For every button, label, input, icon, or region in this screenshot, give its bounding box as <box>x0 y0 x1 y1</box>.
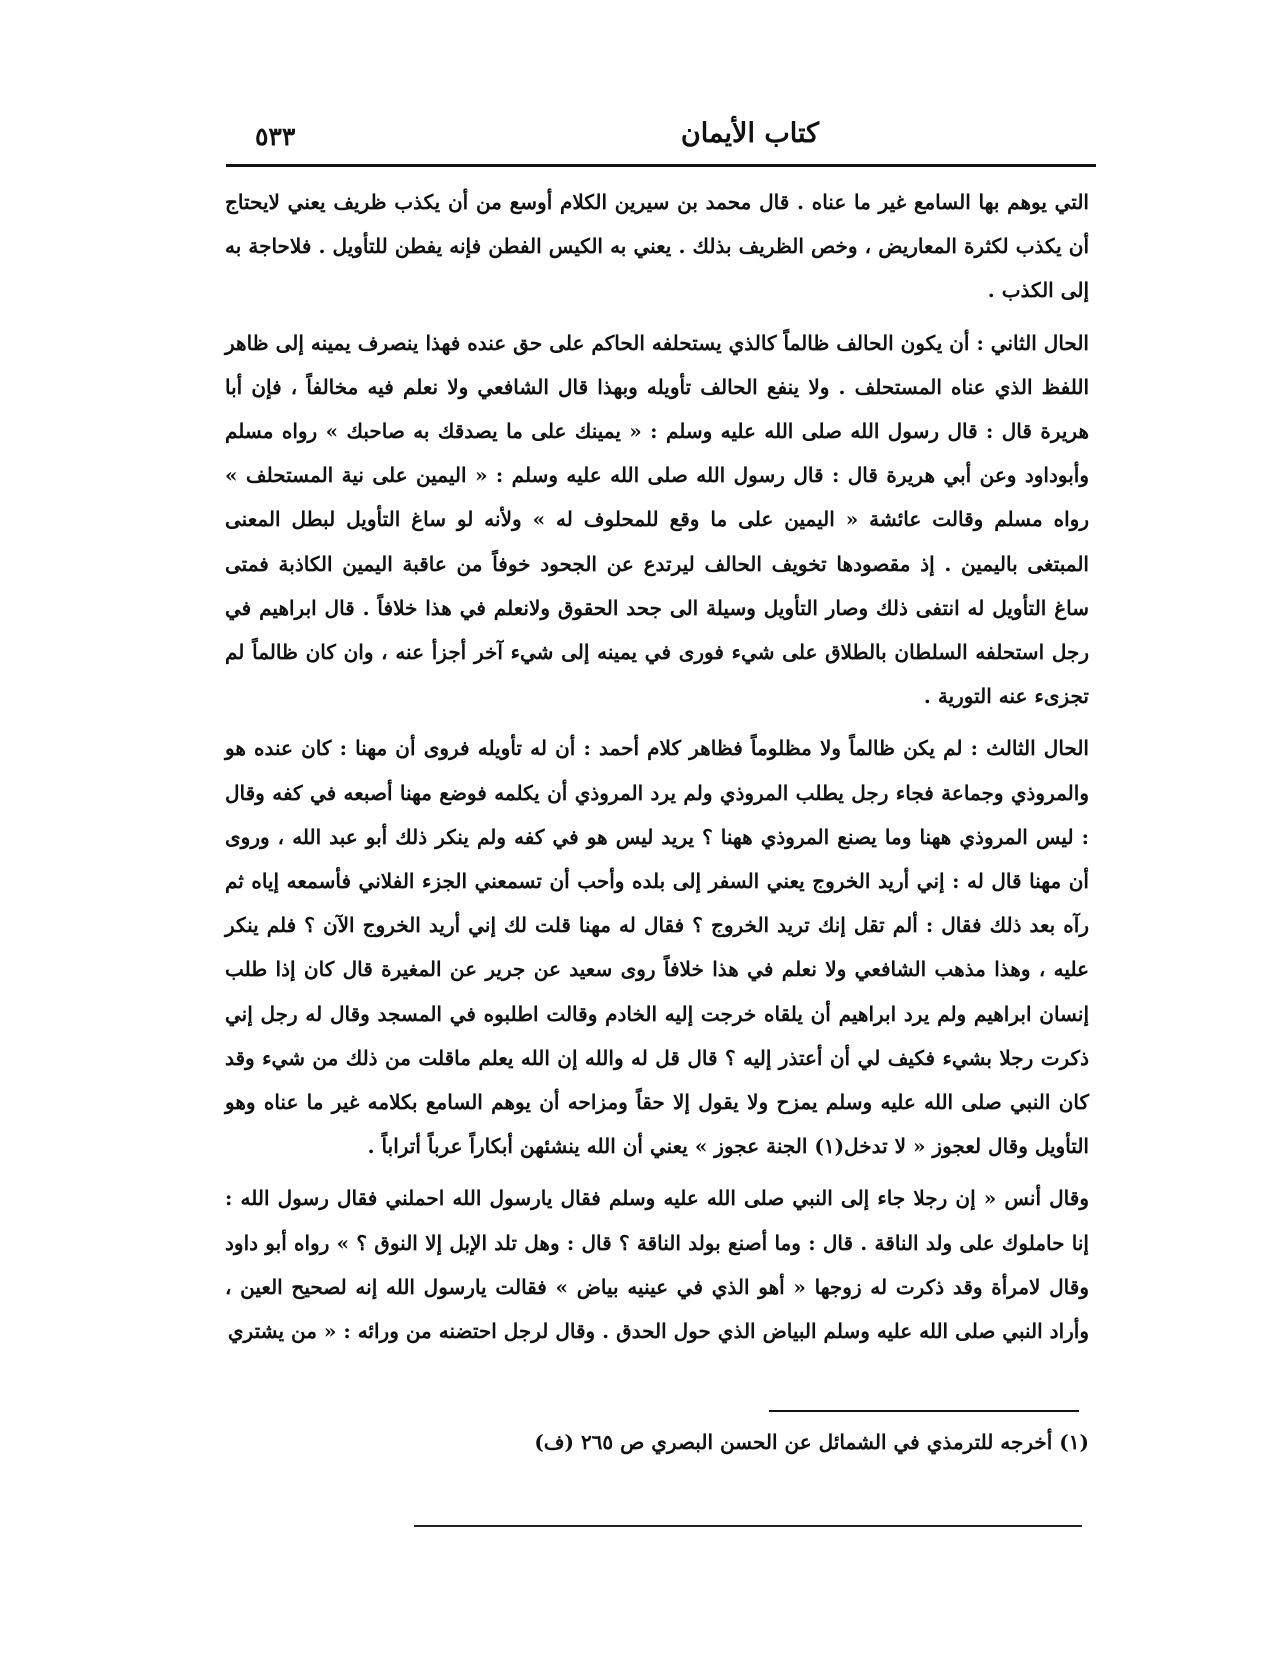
paragraph: التي يوهم بها السامع غير ما عناه . قال محمد بن سيرين الكلام أوسع من أن يكذب ظريف يعني لايحتاج أن يكذب لكثرة المعاريض ، وخص الظريف بذلك . يعني به الكيس الفطن فإنه يفطن للتأويل . فلاحاجة به إلى الكذب . <box>225 190 1089 303</box>
body-text <box>225 180 1089 1353</box>
page-bottom-line <box>414 1525 1082 1527</box>
page-number: ٥٣٣ <box>255 122 296 151</box>
chapter-title: كتاب الأيمان <box>680 118 819 149</box>
footnote-divider <box>769 1410 1079 1412</box>
paragraph: الحال الثاني : أن يكون الحالف ظالماً كالذي يستحلفه الحاكم على حق عنده فهذا ينصرف يمينه إلى ظاهر اللفظ الذي عناه المستحلف . ولا ينفع الحالف تأويله وبهذا قال الشافعي ولا نعلم فيه مخالفاً ، فإن أبا هريرة قال : قال رسول الله صلى الله عليه وسلم : « يمينك على ما يصدقك به صاحبك » رواه مسلم وأبوداود وعن أبي هريرة قال : قال رسول الله صلى الله عليه وسلم : « اليمين على نية المستحلف » رواه مسلم وقالت عائشة « اليمين على ما وقع للمحلوف له » ولأنه لو ساغ التأويل لبطل المعنى المبتغى باليمين . إذ مقصودها تخويف الحالف ليرتدع عن الجحود خوفاً من عاقبة اليمين الكاذبة فمتى ساغ التأويل له انتفى ذلك وصار التأويل وسيلة الى جحد الحقوق ولانعلم في هذا خلافاً . قال ابراهيم في رجل استحلفه السلطان بالطلاق على شيء فورى في يمينه إلى شيء آخر أجزأ عنه ، وان كان ظالماً لم تجزىء عنه التورية . <box>225 330 1090 709</box>
footnote: (١) أخرجه للترمذي في الشمائل عن الحسن البصري ص ٢٦٥ (ف) <box>534 1430 1089 1454</box>
paragraph: الحال الثالث : لم يكن ظالماً ولا مظلوماً فظاهر كلام أحمد : أن له تأويله فروى أن مهنا : كان عنده هو والمروذي وجماعة فجاء رجل يطلب المروذي ولم يرد المروذي أن يكلمه فوضع مهنا أصبعه في كفه وقال : ليس المروذي ههنا وما يصنع المروذي ههنا ؟ يريد ليس هو في كفه ولم ينكر ذلك أبو عبد الله ، وروى أن مهنا قال له : إني أريد الخروج يعني السفر إلى بلده وأحب أن تسمعني الجزء الفلاني فأسمعه إياه ثم رآه بعد ذلك فقال : ألم تقل إنك تريد الخروج ؟ فقال له مهنا قلت لك إني أريد الخروج الآن ؟ فلم ينكر عليه ، وهذا مذهب الشافعي ولا نعلم في هذا خلافاً روى سعيد عن جرير عن المغيرة قال كان إذا طلب إنسان ابراهيم ولم يرد ابراهيم أن يلقاه خرجت إليه الخادم وقالت اطلبوه في المسجد وقال له رجل إني ذكرت رجلا بشيء فكيف لي أن أعتذر إليه ؟ قال قل له والله إن الله يعلم ماقلت من ذلك من شيء وقد كان النبي صلى الله عليه وسلم يمزح ولا يقول إلا حقاً ومزاحه أن يوهم السامع بكلامه غير ما عناه وهو التأويل وقال لعجوز « لا تدخل(١) الجنة عجوز » يعني أن الله ينشئهن أبكاراً عرباً أتراباً . <box>225 736 1089 1159</box>
page-header <box>225 112 1089 162</box>
paragraph: وقال أنس « إن رجلا جاء إلى النبي صلى الله عليه وسلم فقال يارسول الله احملني فقال رسول الله : إنا حاملوك على ولد الناقة . قال : وما أصنع بولد الناقة ؟ قال : وهل تلد الإبل إلا النوق ؟ » رواه أبو داود وقال لامرأة وقد ذكرت له زوجها « أهو الذي في عينيه بياض » فقالت يارسول الله إنه لصحيح العين ، وأراد النبي صلى الله عليه وسلم البياض الذي حول الحدق . وقال لرجل احتضنه من ورائه : « من يشتري <box>225 1186 1089 1344</box>
header-divider <box>226 164 1096 167</box>
